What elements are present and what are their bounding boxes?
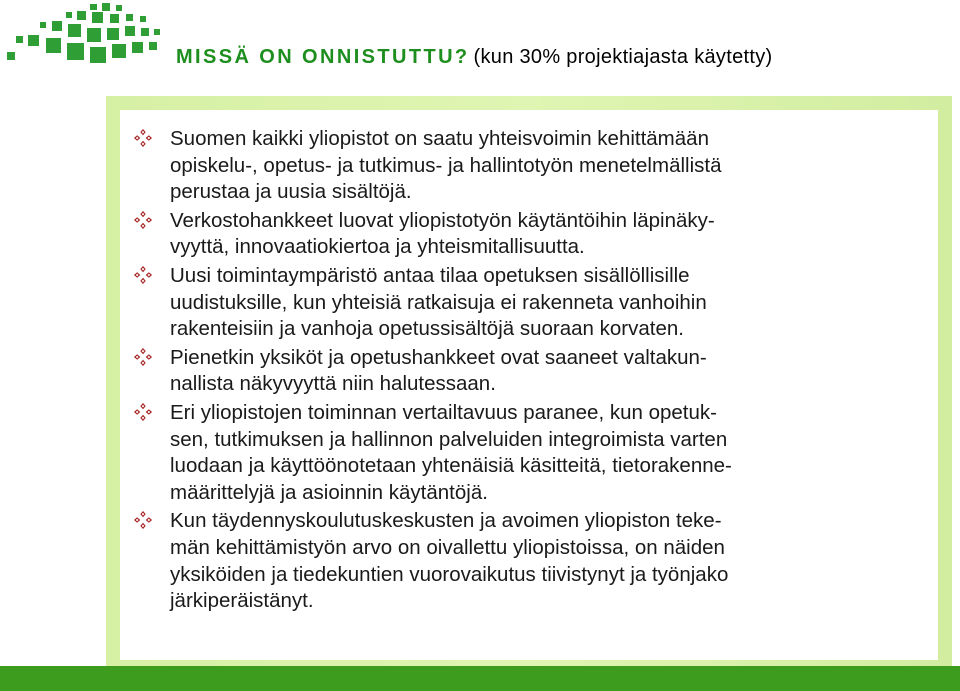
- bullet-line: män kehittämistyön arvo on oivallettu yliopistoissa, on näiden: [170, 535, 725, 559]
- bullet-item: [132, 208, 832, 261]
- diamond-bullet-icon: [134, 403, 152, 421]
- bullet-line: rakenteisiin ja vanhoja opetussisältöjä suoraan korvaten.: [170, 317, 684, 341]
- diamond-bullet-icon: [134, 266, 152, 284]
- page-title: [176, 46, 772, 69]
- bullet-line: Eri yliopistojen toiminnan vertailtavuus paranee, kun opetuk-: [170, 400, 717, 424]
- bullet-item: [132, 508, 832, 614]
- bullet-line: sen, tutkimuksen ja hallinnon palveluiden integroimista varten: [170, 427, 728, 451]
- bullet-line: yksiköiden ja tiedekuntien vuorovaikutus tiivistynyt ja työnjako: [170, 562, 729, 586]
- title-bold: MISSÄ ON ONNISTUTTU?: [176, 46, 470, 68]
- bullet-item: [132, 263, 832, 343]
- bullet-line: Verkostohankkeet luovat yliopistotyön käytäntöihin läpinäky-: [170, 208, 715, 232]
- bottom-bar: [0, 666, 960, 691]
- diamond-bullet-icon: [134, 129, 152, 147]
- bullet-line: Pienetkin yksiköt ja opetushankkeet ovat saaneet valtakun-: [170, 345, 707, 369]
- bullet-line: määrittelyjä ja asioinnin käytäntöjä.: [170, 480, 488, 504]
- diamond-bullet-icon: [134, 348, 152, 366]
- bullet-line: Suomen kaikki yliopistot on saatu yhteisvoimin kehittämään: [170, 127, 709, 150]
- bullet-line: järkiperäistänyt.: [170, 589, 314, 613]
- title-subtitle: (kun 30% projektiajasta käytetty): [473, 46, 773, 68]
- logo-squares-icon: [4, 2, 164, 72]
- bullet-line: nallista näkyvyyttä niin halutessaan.: [170, 372, 496, 396]
- diamond-bullet-icon: [134, 211, 152, 229]
- bullet-line: vyyttä, innovaatiokiertoa ja yhteismitallisuutta.: [170, 235, 585, 259]
- bullet-line: Kun täydennyskoulutuskeskusten ja avoimen yliopiston teke-: [170, 509, 722, 533]
- bullet-line: Uusi toimintaympäristö antaa tilaa opetuksen sisällöllisille: [170, 263, 690, 287]
- bullet-item: [132, 126, 832, 206]
- bullet-line: perustaa ja uusia sisältöjä.: [170, 180, 412, 204]
- bullet-item: [132, 345, 832, 398]
- bullet-line: opiskelu-, opetus- ja tutkimus- ja hallintotyön menetelmällistä: [170, 153, 722, 177]
- bullet-item: [132, 400, 832, 506]
- bullet-line: uudistuksille, kun yhteisiä ratkaisuja ei rakenneta vanhoihin: [170, 290, 707, 314]
- bullet-list: [132, 126, 832, 617]
- bullet-line: luodaan ja käyttöönotetaan yhtenäisiä käsitteitä, tietorakenne-: [170, 454, 732, 478]
- diamond-bullet-icon: [134, 511, 152, 529]
